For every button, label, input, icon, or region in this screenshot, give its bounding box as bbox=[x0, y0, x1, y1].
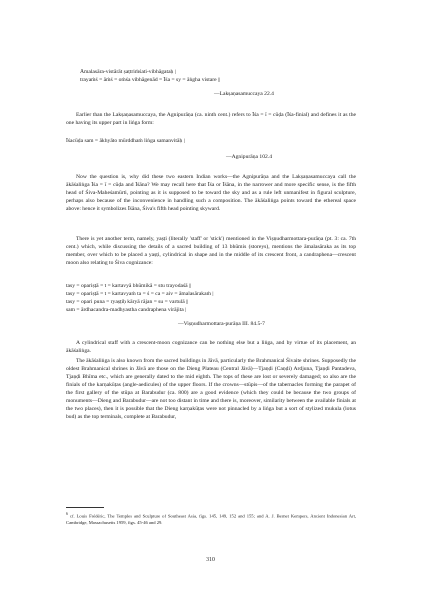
verse-line: tasy = opari puna = ryaṣṭiḥ kāryā rājan = su = vartulā || bbox=[66, 299, 189, 305]
paragraph-4 bbox=[66, 339, 356, 355]
verse-source: —Viṣṇudharmottara-purāṇa III. 84.5-7 bbox=[178, 321, 265, 327]
paragraph-text: Earlier than the Lakṣaṇasamuccaya, the Agnipurāṇa (ca. ninth cent.) refers to Īśa = ī = cūḍa (Īśa-finial) and defines it as the one having its upper part in liṅga form: bbox=[66, 112, 356, 126]
verse-line: sam = ārdhacandra-madhyastha candraphena virājita | bbox=[66, 307, 187, 313]
paragraph-3 bbox=[66, 235, 356, 267]
footnote-divider bbox=[66, 507, 104, 508]
verse-line: Īśacūḍa sam = ākhyāto mūrddhaṁ liṅga samanvitāḥ | bbox=[66, 138, 185, 144]
verse-line: tasy = opariṣṭā = t = kartavyā bhūmikā = stu trayodaśā || bbox=[66, 283, 192, 289]
footnote bbox=[66, 511, 356, 526]
paragraph-text: Now the question is, why did these two eastern Indian works—the Agnipurāṇa and the Lakṣaṇasamuccaya call the ākāśaliṅga Īśa = ī = cūḍa and Īśāna? We may recall here that Īśa or Īśāna, in the narrower and more specific sense, is the fifth head of Śiva-Maheśamūrti, pointing as it is supposed to be toward the sky and as a rule left unmanifest in figural sculpture, perhaps also because of the inconvenience in handling such a composition. The ākāśaliṅga points toward the ethereal space above: hence it symbolizes Īśāna, Śiva's fifth head pointing skyward. bbox=[66, 174, 356, 212]
verse-line: trayaṁś = āṁś = oṁśa vibhāgenād = Īśa = sy = āṅgha vistare || bbox=[80, 77, 221, 83]
verse-line: tasy = opariṣṭā = t = kartavyaṁ ta = ś = ca = aiv = āmalasārakaṁ | bbox=[66, 291, 214, 297]
paragraph-text: A cylindrical staff with a crescent-moon cognizance can be nothing else but a liṅga, and by virtue of its placement, an ākāśaliṅga. bbox=[66, 340, 356, 354]
verse-line: Āmalasāra-vistārāt ṣaṭtriṁśati-vibhāgataḥ | bbox=[80, 69, 176, 75]
paragraph-text: The ākāśaliṅga is also known from the sacred buildings in Jāvā, particularly the Brahmanical Śivaite shrines. Supposedly the oldest Brahmanical shrines in Jāvā are those on the Dieng Plateau (Central Jāvā)—Tjaṇḍi (Caṇḍi) Ardjuna, Tjaṇḍi Pantadeva, Tjaṇḍi Bhīma etc., which are generally dated to the mid eighth. The tops of these are lost or severely damaged; so also are the finials of the karṇakūṭas (angle-aedicules) of the upper floors. If the crowns—stūpis—of the tabernacles forming the parapet of the first gallery of the stūpa at Barabudur (ca. 800) are a good evidence (which they could be because the two groups of monuments—Dieng and Barabudur—are not too distant in time and there is, moreover, similarity between the available finials at the two places), then it is possible that the Dieng karṇakūṭas were not pinnacled by a liṅga but a sort of stylized mukula (lotus bud) as the top terminals, complete at Barabudur, bbox=[66, 358, 356, 420]
paragraph-1 bbox=[66, 111, 356, 127]
footnote-mark: 6 bbox=[66, 512, 68, 516]
verse-source: —Lakṣaṇasamuccaya 22.4 bbox=[214, 91, 274, 97]
verse-block-2 bbox=[66, 137, 346, 145]
page-number: 310 bbox=[206, 557, 215, 563]
paragraph-text: There is yet another term, namely, yaṣṭi (literally 'staff' or 'stick') mentioned in the Viṣṇudharmottara-purāṇa (pt. 3: ca. 7th cent.) which, while discussing the details of a sacred building of 13 bhūmis (storeys), mentions the āmalasāraka as its top member, over which to be placed a yaṣṭi, cylindrical in shape and in the middle of its crescent front, a candraphena—crescent moon also relating to Śiva cognizance: bbox=[66, 236, 356, 266]
paragraph-5 bbox=[66, 357, 356, 421]
verse-source: —Agnipurāṇa 102.4 bbox=[226, 154, 272, 160]
verse-block-1 bbox=[80, 68, 360, 84]
verse-block-3 bbox=[66, 282, 346, 314]
footnote-text: cf. Louis Frédéric, The Temples and Sculpture of Southeast Asia, figs. 145, 149, 152 and 155; and A. J. Bernet Kempers, Ancient Indonesian Art, Cambridge, Massachusetts 1959, figs. 45-46 and 29. bbox=[66, 513, 356, 525]
paragraph-2 bbox=[66, 173, 356, 213]
